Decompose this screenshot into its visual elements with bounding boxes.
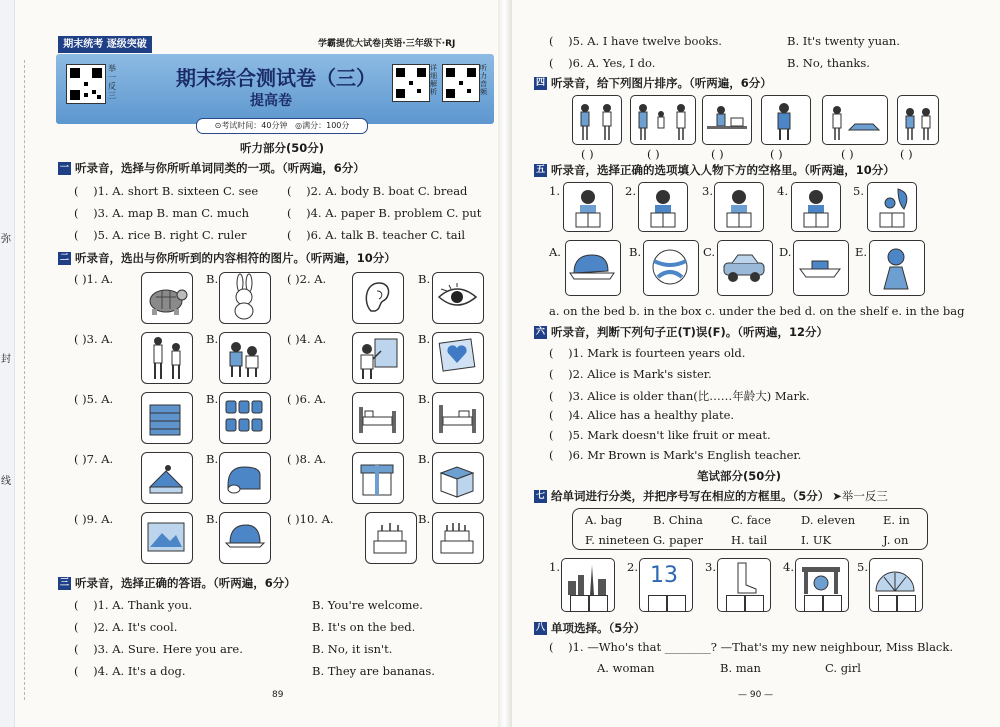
exam-time: ⊙考试时间：40分钟 [214,121,288,130]
answer-box[interactable] [570,595,589,612]
order-paren-5[interactable]: ( ) [841,147,854,161]
object-a-label: A. [549,245,561,259]
picture-bread[interactable] [219,452,271,504]
boat-icon [794,241,847,294]
exam-meta [196,118,368,134]
s3-row-1b: B. You're welcome. [312,598,423,612]
category-2-label: 2. [627,560,638,574]
answer-paren[interactable]: ( [287,184,292,198]
cake-icon [142,453,191,502]
order-paren-6[interactable]: ( ) [900,147,913,161]
number-13: 13 [650,563,678,588]
s2-q7-b: B. [206,452,219,466]
birthday-cake-icon [366,513,415,562]
person-5 [867,182,917,232]
s1-row-1b [287,184,467,198]
s8-option-b: B. man [720,661,761,675]
option-a: )2. A. It's cool. [93,620,178,634]
boy-icon [762,96,809,143]
word-a: A. bag [585,513,623,527]
exam-subtitle: 提高卷 [250,93,292,109]
answer-paren[interactable]: ( [549,389,554,403]
section-3-badge: 三 [59,577,69,588]
question-text: )1. —Who's that ________? —That's my new neighbour, Miss Black. [568,640,953,654]
person-1-label: 1. [549,184,560,198]
answer-paren[interactable]: ( [549,640,554,654]
order-picture-3[interactable] [702,95,752,145]
doll-icon [870,241,923,294]
section-4-heading [534,75,772,91]
exam-score: ◎满分：100分 [295,121,350,130]
word-g: G. paper [653,533,703,547]
s2-q3-b: B. [206,332,219,346]
s2-q8-b: B. [418,452,431,466]
order-picture-1[interactable] [572,95,622,145]
car-icon [718,241,771,294]
series-label: 学霸提优大试卷|英语·三年级下·RJ [318,39,456,49]
statement: )3. Alice is older than(比……年龄大) Mark. [568,389,810,403]
s2-q10-b: B. [418,512,431,526]
category-3-picture [717,558,771,612]
box-icon [433,453,482,502]
answer-paren[interactable]: ( [549,34,554,48]
s8-option-c: C. girl [825,661,861,675]
category-1-label: 1. [549,560,560,574]
section-2-heading [58,250,396,266]
person-3-label: 3. [702,184,713,198]
page-number-left: 89 [272,690,284,700]
option-a: )5. A. I have twelve books. [568,34,722,48]
picture-bags[interactable] [219,392,271,444]
right-page [505,0,1000,727]
option-a: )6. A. Yes, I do. [568,56,656,70]
exam-title: 期末综合测试卷（三） [176,66,376,90]
question-text: )4. A. paper B. problem C. put [306,206,482,220]
category-4-picture [795,558,849,612]
s2-q5-label: ( )5. A. [74,392,114,406]
qr-code-right [442,64,480,102]
object-boat [793,240,849,296]
title-banner [56,54,494,124]
gift-icon [353,453,402,502]
kids-icon [898,96,937,143]
people-talking-icon [573,96,620,143]
word-c: C. face [731,513,772,527]
statement: )2. Alice is Mark's sister. [568,367,712,381]
answer-paren[interactable]: ( [549,367,554,381]
tf-row-5 [549,428,771,442]
listening-title: 听力部分(50分) [240,141,325,155]
s3-row-4b: B. They are bananas. [312,664,435,678]
statement: )4. Alice has a healthy plate. [568,408,735,422]
word-f: F. nineteen [585,533,650,547]
option-a: )1. A. Thank you. [93,598,193,612]
s1-row-3 [74,228,247,242]
answer-paren[interactable]: ( [549,56,554,70]
qr-mid-label: 详细解析 [430,64,437,96]
bed-icon [433,393,482,442]
section-7-link[interactable]: ➤举一反三 [832,489,888,503]
section-3-title: 听录音，选择正确的答语。（听两遍，6分） [75,576,296,590]
s8-option-a: A. woman [597,661,655,675]
question-text: )3. A. map B. man C. much [93,206,250,220]
word-h: H. tail [731,533,768,547]
picture-eye[interactable] [432,272,484,324]
s3-row-3b: B. No, it isn't. [312,642,393,656]
tf-row-2 [549,367,712,381]
rabbit-icon [220,273,269,322]
statement: )1. Mark is fourteen years old. [568,346,746,360]
picture-birthday-cake-2[interactable] [432,512,484,564]
section-8-badge: 八 [535,622,545,633]
question-text: )6. A. talk B. teacher C. tail [306,228,466,242]
bags-icon [220,393,269,442]
s1-row-2b [287,206,481,220]
person-5-label: 5. [853,184,864,198]
ear-icon [353,273,402,322]
ball-icon [644,241,697,294]
answer-box[interactable] [823,595,842,612]
order-picture-5[interactable] [822,95,888,145]
section-8-heading [534,620,645,636]
object-d-label: D. [779,245,792,259]
location-options: a. on the bed b. in the box c. under the bed d. on the shelf e. in the bag [549,304,965,318]
photo-icon [142,513,191,562]
qr-left-label: 举一反三 [108,64,116,100]
picture-gift-box[interactable] [352,452,404,504]
section-1-badge: 一 [59,162,69,173]
s2-q1-label: ( )1. A. [74,272,114,286]
section-5-heading [534,162,895,178]
picture-cake-slice[interactable] [141,452,193,504]
picture-open-box[interactable] [432,452,484,504]
person-4 [791,182,841,232]
object-b-label: B. [629,245,642,259]
s3-row-4 [74,664,186,678]
answer-box[interactable] [667,595,686,612]
s3-row-6b: B. No, thanks. [787,56,870,70]
answer-box[interactable] [726,595,745,612]
answer-paren[interactable]: ( [74,184,79,198]
s3-row-5 [549,34,722,48]
word-d: D. eleven [801,513,856,527]
section-4-badge: 四 [535,77,545,88]
s3-row-3 [74,642,243,656]
answer-boxes [804,595,842,612]
category-5-label: 5. [857,560,868,574]
s2-q2-label: ( )2. A. [287,272,327,286]
order-paren-1[interactable]: ( ) [581,147,594,161]
answer-paren[interactable]: ( [549,346,554,360]
s1-row-3b [287,228,465,242]
answer-box[interactable] [648,595,667,612]
s3-row-2 [74,620,177,634]
order-picture-6[interactable] [897,95,939,145]
s2-q7-label: ( )7. A. [74,452,114,466]
statement: )5. Mark doesn't like fruit or meat. [568,428,771,442]
cap-icon [566,241,619,294]
header-tag: 期末统考 逐级突破 [58,36,152,53]
question-text: )5. A. rice B. right C. ruler [93,228,247,242]
section-1-title: 听录音，选择与你所听单词同类的一项。（听两遍，6分） [75,161,365,175]
question-text: )2. A. body B. boat C. bread [306,184,468,198]
s2-q1-b: B. [206,272,219,286]
question-text: )1. A. short B. sixteen C. see [93,184,259,198]
picture-children[interactable] [219,332,271,384]
category-5-picture [869,558,923,612]
s2-q3-label: ( )3. A. [74,332,114,346]
squirrel-icon [868,183,915,230]
s2-q10-label: ( )10. A. [287,512,334,526]
object-ball [643,240,699,296]
answer-paren[interactable]: ( [74,620,79,634]
picture-birthday-cake[interactable] [365,512,417,564]
binding-char: 弥 [1,234,11,245]
answer-paren[interactable]: ( [74,206,79,220]
object-e-label: E. [855,245,868,259]
answer-boxes [726,595,764,612]
section-7-heading [534,488,888,504]
qr-code-left [66,64,106,104]
answer-boxes [648,595,686,612]
object-cap [565,240,621,296]
books-icon [142,393,191,442]
picture-ear[interactable] [352,272,404,324]
person-2 [638,182,688,232]
section-5-title: 听录音，选择正确的选项填入人物下方的空格里。（听两遍，10分） [551,163,895,177]
tf-row-3 [549,388,810,404]
person-2-label: 2. [625,184,636,198]
qr-code-mid [392,64,430,102]
order-picture-4[interactable] [761,95,811,145]
s2-q2-b: B. [418,272,431,286]
person-3 [714,182,764,232]
answer-paren[interactable]: ( [287,228,292,242]
order-paren-2[interactable]: ( ) [647,147,660,161]
word-e: E. in [883,513,910,527]
object-car [717,240,773,296]
s3-row-2b: B. It's on the bed. [312,620,416,634]
eye-icon [433,273,482,322]
category-2-picture [639,558,693,612]
s8-question-1 [549,640,953,654]
category-4-label: 4. [783,560,794,574]
picture-tortoise[interactable] [141,272,193,324]
s2-q5-b: B. [206,392,219,406]
s3-row-1 [74,598,192,612]
picture-rabbit[interactable] [219,272,271,324]
answer-paren[interactable]: ( [74,598,79,612]
answer-box[interactable] [897,595,916,612]
heart-card-icon [433,333,482,382]
picture-photo[interactable] [141,512,193,564]
person-4-label: 4. [777,184,788,198]
answer-paren[interactable]: ( [287,206,292,220]
girl-icon [715,183,762,230]
section-3-heading [58,575,296,591]
cut-line [24,60,26,700]
answer-boxes [878,595,916,612]
word-b: B. China [653,513,703,527]
s2-q6-b: B. [418,392,431,406]
tf-row-1 [549,346,745,360]
answer-paren[interactable]: ( [549,408,554,422]
bread-icon [220,453,269,502]
answer-box[interactable] [804,595,823,612]
tf-row-6 [549,448,801,462]
word-j: J. on [883,533,909,547]
man-figure-icon [142,333,191,382]
girl-icon [564,183,611,230]
s2-q6-label: ( )6. A. [287,392,327,406]
category-1-picture [561,558,615,612]
picture-card[interactable] [432,332,484,384]
person-1 [563,182,613,232]
answer-paren[interactable]: ( [549,448,554,462]
picture-bed-2[interactable] [432,392,484,444]
order-paren-4[interactable]: ( ) [770,147,783,161]
answer-box[interactable] [589,595,608,612]
s2-q4-b: B. [418,332,431,346]
s3-row-6 [549,56,655,70]
playing-icon [823,96,886,143]
section-6-badge: 六 [535,326,545,337]
section-2-title: 听录音，选出与你所听到的内容相符的图片。（听两遍，10分） [75,251,396,265]
section-6-title: 听录音，判断下列句子正(T)误(F)。（听两遍，12分） [551,325,828,339]
boy-icon [639,183,686,230]
s1-row-1 [74,184,258,198]
answer-paren[interactable]: ( [549,428,554,442]
word-i: I. UK [801,533,832,547]
picture-books-stack[interactable] [141,392,193,444]
s2-q8-label: ( )8. A. [287,452,327,466]
section-7-badge: 七 [535,490,545,501]
written-title: 笔试部分(50分) [697,469,782,483]
drawing-icon [353,333,402,382]
reading-icon [703,96,750,143]
answer-box[interactable] [745,595,764,612]
qr-right-label: 听力音频 [480,64,487,96]
family-icon [631,96,694,143]
picture-drawing[interactable] [352,332,404,384]
order-picture-2[interactable] [630,95,696,145]
tortoise-icon [142,273,191,322]
answer-paren[interactable]: ( [74,228,79,242]
birthday-cake-icon [433,513,482,562]
option-a: )3. A. Sure. Here you are. [93,642,243,656]
answer-boxes [570,595,608,612]
picture-tall-man[interactable] [141,332,193,384]
s3-row-5b: B. It's twenty yuan. [787,34,900,48]
order-paren-3[interactable]: ( ) [711,147,724,161]
section-1-heading [58,160,365,176]
answer-box[interactable] [878,595,897,612]
bed-icon [353,393,402,442]
category-3-label: 3. [705,560,716,574]
section-5-badge: 五 [535,164,545,175]
picture-bed[interactable] [352,392,404,444]
answer-paren[interactable]: ( [74,642,79,656]
statement: )6. Mr Brown is Mark's English teacher. [568,448,802,462]
s2-q4-label: ( )4. A. [287,332,327,346]
boy-icon [792,183,839,230]
object-doll [869,240,925,296]
answer-paren[interactable]: ( [74,664,79,678]
binding-char: 封 [1,354,11,365]
page-number-right: — 90 — [738,690,774,700]
section-6-heading [534,324,828,340]
children-icon [220,333,269,382]
section-2-badge: 二 [59,252,69,263]
cap-icon [220,513,269,562]
object-c-label: C. [703,245,716,259]
option-a: )4. A. It's a dog. [93,664,186,678]
binding-char: 线 [1,476,11,487]
s2-q9-b: B. [206,512,219,526]
section-8-title: 单项选择。（5分） [551,621,646,635]
s2-q9-label: ( )9. A. [74,512,114,526]
section-4-title: 听录音，给下列图片排序。（听两遍，6分） [551,76,772,90]
picture-cap[interactable] [219,512,271,564]
s1-row-2 [74,206,249,220]
tf-row-4 [549,408,734,422]
section-7-title: 给单词进行分类，并把序号写在相应的方框里。（5分） [551,489,830,503]
